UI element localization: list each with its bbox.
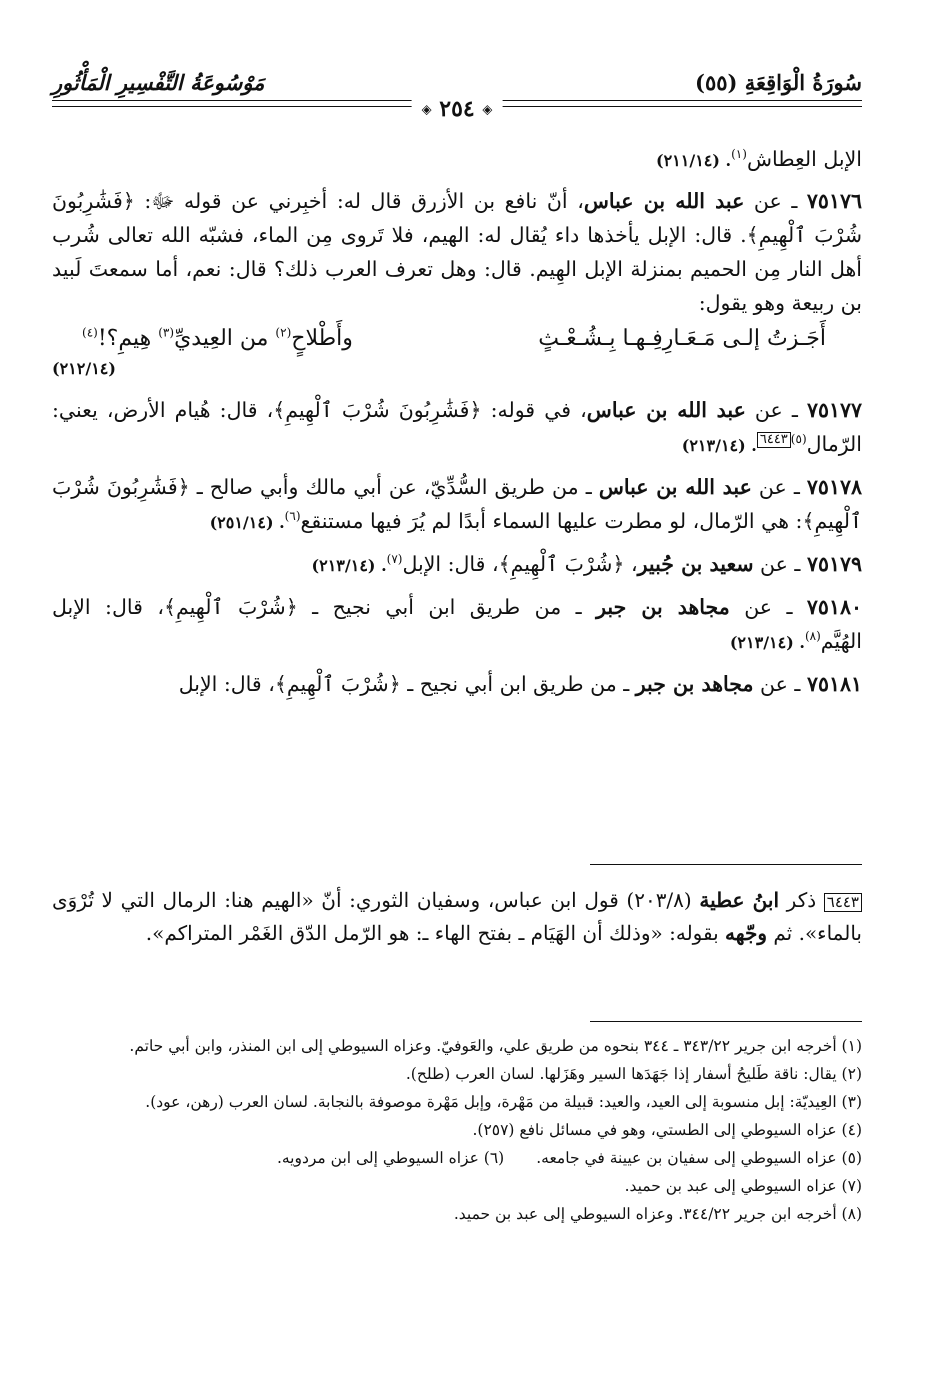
book-title: مَوْسُوعَةُ التَّفْسِيرِ الْمَأْثُورِ xyxy=(52,70,265,95)
footnote-row-5-6 xyxy=(52,1146,862,1171)
volume-reference: . (٢١٣/١٤) xyxy=(681,436,757,455)
entry-connector: ـ عن xyxy=(745,398,807,422)
volume-reference: . (٢١٣/١٤) xyxy=(311,556,387,575)
footnote-8: (٨) أخرجه ابن جرير ٣٤٤/٢٢. وعزاه السيوطي إلى عبد بن حميد. xyxy=(453,1205,862,1223)
entry-75181 xyxy=(52,667,862,701)
entry-number: ٧٥١٧٨ xyxy=(806,475,862,499)
commentary-text: (٢٠٣/٨) قول ابن عباس، وسفيان الثوري: أنّ «الهيم هنا: الرمال التي لا تُرْوَى بالماء». ثم xyxy=(52,888,862,945)
narrator-name: سعيد بن جُبير xyxy=(637,552,754,576)
surah-title: سُورَةُ الْوَاقِعَةِ (٥٥) xyxy=(695,70,862,95)
footnote-2: (٢) يقال: ناقة طَليحُ أسفار إذا جَهَدَها السير وهَزَلها. لسان العرب (طلح). xyxy=(405,1065,862,1083)
footnote-6: (٦) عزاه السيوطي إلى ابن مردويه. xyxy=(276,1149,505,1167)
entry-connector: ـ عن xyxy=(753,552,807,576)
entry-text: ، في قوله: ﴿فَشَٰرِبُونَ شُرْبَ ٱلْهِيمِ﴾، قال: هُيام الأرض، يعني: الرّمال xyxy=(52,398,862,456)
narrator-name: عبد الله بن عباس xyxy=(583,189,745,213)
entry-number: ٧٥١٧٩ xyxy=(806,552,862,576)
entry-text: ـ من طريق ابن أبي نجيح ـ ﴿شُرْبَ ٱلْهِيمِ﴾، قال: الإبل xyxy=(178,672,636,696)
footnote-3: (٣) العِيديّة: إبل منسوبة إلى العيد، والعيد: قبيلة من مَهْرة، وإبل مَهْرة موصوفة بالنجابة. لسان العرب (رهن، عود). xyxy=(145,1093,862,1111)
entry-75178 xyxy=(52,470,862,540)
footnote-7: (٧) عزاه السيوطي إلى عبد بن حميد. xyxy=(624,1177,862,1195)
entry-text: ، أنّ نافع بن الأزرق قال له: أخبِرني عن قوله ﷻ: ﴿فَشَٰرِبُونَ شُرْبَ ٱلْهِيمِ﴾. قال: الإبل يأخذها داء يُقال له: الهيم، فلا تَروى مِن الماء، فشبّه الله تعالى شُرب أهل النار مِن الحميم بمنزلة الإبل الهِيم. قال: وهل تعرف العرب ذلك؟ قال: نعم، أما سمعتَ لَبيد بن ربيعة وهو يقول: xyxy=(52,189,862,315)
verse-part: وأَطْلاحٍ xyxy=(291,326,353,351)
verse-first-hemistich: أَجَـزتُ إلـى مَـعَـارِفِـهـا بِـشُـعْـثٍ xyxy=(538,326,826,351)
narrator-name: مجاهد بن جبر xyxy=(635,672,754,696)
entry-connector: ـ عن xyxy=(751,475,807,499)
entry-connector: ـ عن xyxy=(729,595,807,619)
ornament-icon: ◈ xyxy=(421,102,432,118)
entry-number: ٧٥١٨٠ xyxy=(806,595,862,619)
commentary-text: ذكر xyxy=(779,888,824,912)
intro-line xyxy=(52,142,862,178)
footnote-marker: (١) xyxy=(731,147,747,162)
verse-second-hemistich xyxy=(82,322,353,356)
footnote-marker: (٤) xyxy=(82,325,98,340)
entry-number: ٧٥١٨١ xyxy=(806,672,862,696)
footnote-marker: (٣) xyxy=(158,325,175,340)
footnote-marker: (٥) xyxy=(790,432,807,447)
commentary-marker: ٦٤٤٣ xyxy=(757,432,791,448)
page-header xyxy=(52,66,862,132)
page-number-block xyxy=(412,96,503,122)
verse-part: من العِيديِّ xyxy=(174,326,276,351)
entry-number: ٧٥١٧٦ xyxy=(806,189,862,213)
volume-reference: . (٢٥١/١٤) xyxy=(209,513,285,532)
intro-text: الإبل العِطاش xyxy=(746,147,862,171)
volume-reference: . (٢١١/١٤) xyxy=(656,151,732,170)
footnotes-separator xyxy=(590,1021,862,1022)
entry-text: ـ من طريق ابن أبي نجيح ـ ﴿شُرْبَ ٱلْهِيمِ﴾، قال: الإبل الهُيَّم xyxy=(52,595,862,653)
entry-number: ٧٥١٧٧ xyxy=(806,398,862,422)
footnote-5: (٥) عزاه السيوطي إلى سفيان بن عيينة في جامعه. xyxy=(536,1149,862,1167)
entry-text: ـ من طريق السُّدِّيّ، عن أبي مالك وأبي صالح ـ ﴿فَشَٰرِبُونَ شُرْبَ ٱلْهِيمِ﴾: هي الرّمال، لو مطرت عليها السماء أبدًا لم يُرَ فيها مستنقع xyxy=(52,475,862,533)
volume-reference: (٢١٢/١٤) xyxy=(52,359,116,378)
entry-75177 xyxy=(52,393,862,463)
footnote-4: (٤) عزاه السيوطي إلى الطستي، وهو في مسائل نافع (٢٥٧). xyxy=(472,1121,862,1139)
entry-connector: ـ عن xyxy=(753,672,807,696)
footnote-marker: (٧) xyxy=(386,552,403,567)
commentary-block xyxy=(52,884,862,950)
scholar-name: ابنُ عطية xyxy=(699,888,780,912)
narrator-name: مجاهد بن جبر xyxy=(596,595,730,619)
entry-text: ، ﴿شُرْبَ ٱلْهِيمِ﴾، قال: الإبل xyxy=(402,552,638,576)
ornament-icon: ◈ xyxy=(482,102,493,118)
verse-part: هِيمِ؟! xyxy=(97,326,159,351)
narrator-name: عبد الله بن عباس xyxy=(586,398,746,422)
commentary-marker: ٦٤٤٣ xyxy=(824,893,862,912)
commentary-keyword: وجّهه xyxy=(725,921,767,945)
poetry-verse xyxy=(52,322,862,356)
commentary-text: بقوله: «وذلك أن الهَيَام ـ بفتح الهاء ـ: هو الرّمل الدّق الغَمْر المتراكم». xyxy=(145,921,726,945)
footnotes xyxy=(52,1034,862,1230)
entry-connector: ـ عن xyxy=(744,189,807,213)
entry-75179 xyxy=(52,547,862,583)
volume-reference: . (٢١٣/١٤) xyxy=(729,633,805,652)
entry-75176 xyxy=(52,184,862,386)
footnote-1: (١) أخرجه ابن جرير ٣٤٣/٢٢ ـ ٣٤٤ بنحوه من طريق علي، والعَوفيّ. وعزاه السيوطي إلى ابن المنذر، وابن أبي حاتم. xyxy=(129,1037,862,1055)
footnote-marker: (٦) xyxy=(284,509,301,524)
narrator-name: عبد الله بن عباس xyxy=(598,475,752,499)
page-number: ٢٥٤ xyxy=(439,96,475,122)
footnote-marker: (٢) xyxy=(275,325,292,340)
main-text xyxy=(52,142,862,708)
entry-75180 xyxy=(52,590,862,660)
footnote-marker: (٨) xyxy=(804,629,821,644)
commentary-separator xyxy=(590,864,862,865)
